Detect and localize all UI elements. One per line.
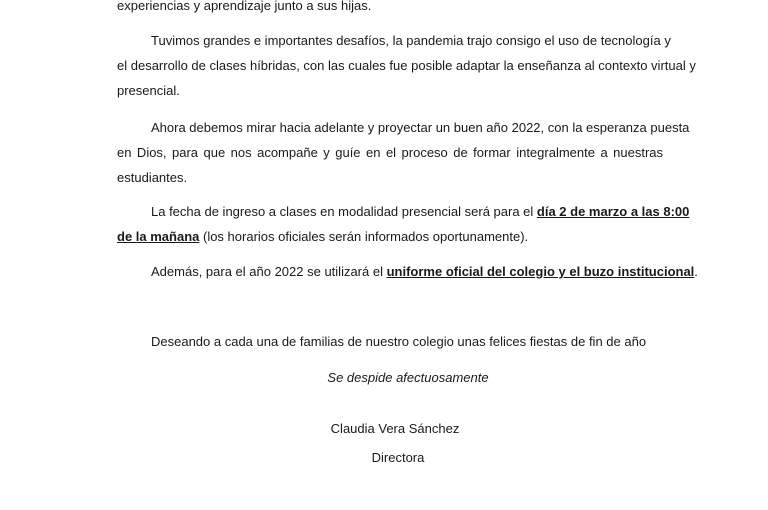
paragraph-future-line-2: en Dios, para que nos acompañe y guíe en el proceso de formar integralmente a nuestras — [117, 145, 663, 160]
paragraph-greetings: Deseando a cada una de familias de nuestro colegio unas felices fiestas de fin de año — [151, 334, 647, 349]
paragraph-continuation — [117, 0, 371, 14]
paragraph-start-date-line-2: de la mañana (los horarios oficiales serán informados oportunamente). — [117, 229, 529, 244]
paragraph-future-line-3: estudiantes. — [117, 170, 188, 185]
paragraph-start-date-line-1: La fecha de ingreso a clases en modalidad presencial será para el día 2 de marzo a las 8:00 — [151, 204, 690, 219]
uniform-highlight: uniforme oficial del colegio y el buzo institucional — [386, 264, 695, 279]
paragraph-future-line-1: Ahora debemos mirar hacia adelante y proyectar un buen año 2022, con la esperanza puesta — [151, 120, 690, 135]
farewell-text: Se despide afectuosamente — [327, 370, 489, 385]
signer-name: Claudia Vera Sánchez — [330, 421, 460, 436]
start-date-highlight: día 2 de marzo a las 8:00 — [536, 204, 690, 219]
paragraph-uniform: Además, para el año 2022 se utilizará el uniforme oficial del colegio y el buzo institucional. — [151, 264, 698, 279]
start-time-highlight: de la mañana — [117, 229, 200, 244]
paragraph-challenges-line-3: presencial. — [117, 83, 180, 98]
paragraph-challenges-line-2: el desarrollo de clases híbridas, con las cuales fue posible adaptar la enseñanza al contexto virtual y — [117, 58, 696, 73]
paragraph-challenges-line-1: Tuvimos grandes e importantes desafíos, la pandemia trajo consigo el uso de tecnología y — [151, 33, 671, 48]
signer-title: Directora — [371, 450, 425, 465]
paragraph-text: experiencias y aprendizaje junto a sus hijas. — [117, 0, 372, 13]
